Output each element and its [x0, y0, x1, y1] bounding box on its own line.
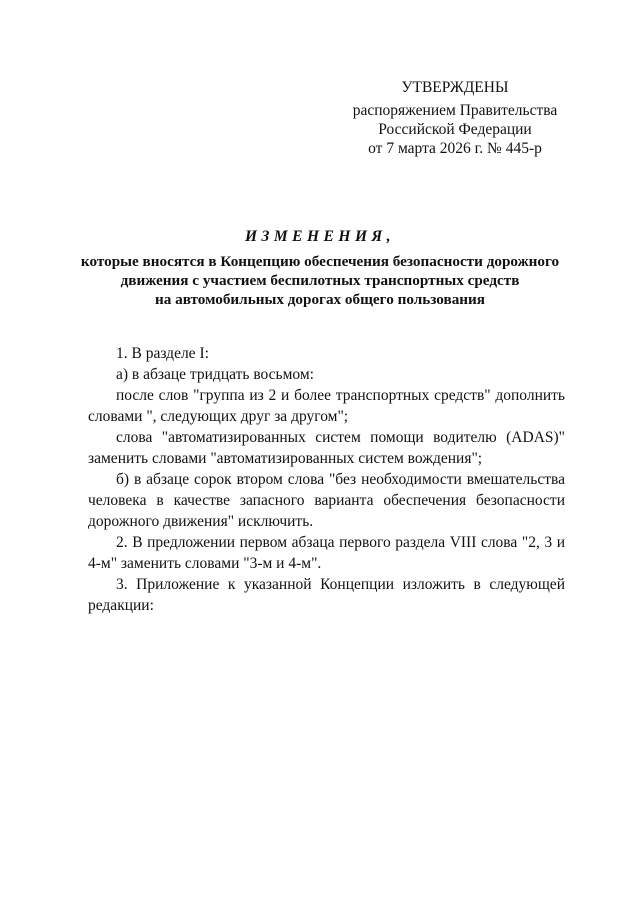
approval-title: УТВЕРЖДЕНЫ [401, 79, 509, 96]
document-heading [60, 228, 580, 309]
document-subtitle-line: на автомобильных дорогах общего пользования [154, 291, 486, 308]
document-subtitle-line: движения с участием беспилотных транспортных средств [120, 272, 520, 289]
paragraph-section-2: 2. В предложении первом абзаца первого раздела VIII слова "2, 3 и 4-м" заменить словами "3-м и 4-м". [88, 534, 565, 572]
approval-line-1: распоряжением Правительства [352, 102, 558, 119]
approval-block [330, 78, 580, 158]
approval-line-3: от 7 марта 2026 г. № 445-р [368, 140, 542, 157]
document-title: ИЗМЕНЕНИЯ, [244, 228, 396, 245]
paragraph-item-a: а) в абзаце тридцать восьмом: [116, 366, 314, 383]
paragraph-replacement: слова "автоматизированных систем помощи водителю (ADAS)" заменить словами "автоматизированных систем вождения"; [88, 429, 565, 467]
paragraph-section-3: 3. Приложение к указанной Концепции изложить в следующей редакции: [88, 576, 565, 614]
paragraph-item-b: б) в абзаце сорок втором слова "без необходимости вмешательства человека в качестве запасного варианта обеспечения безопасности дорожного движения" исключить. [88, 471, 565, 530]
document-body [88, 343, 565, 616]
paragraph-section-1: 1. В разделе I: [116, 345, 209, 362]
document-subtitle-line: которые вносятся в Концепцию обеспечения безопасности дорожного [80, 253, 560, 270]
paragraph-addition: после слов "группа из 2 и более транспортных средств" дополнить словами ", следующих друг за другом"; [88, 387, 565, 425]
approval-line-2: Российской Федерации [378, 121, 532, 138]
